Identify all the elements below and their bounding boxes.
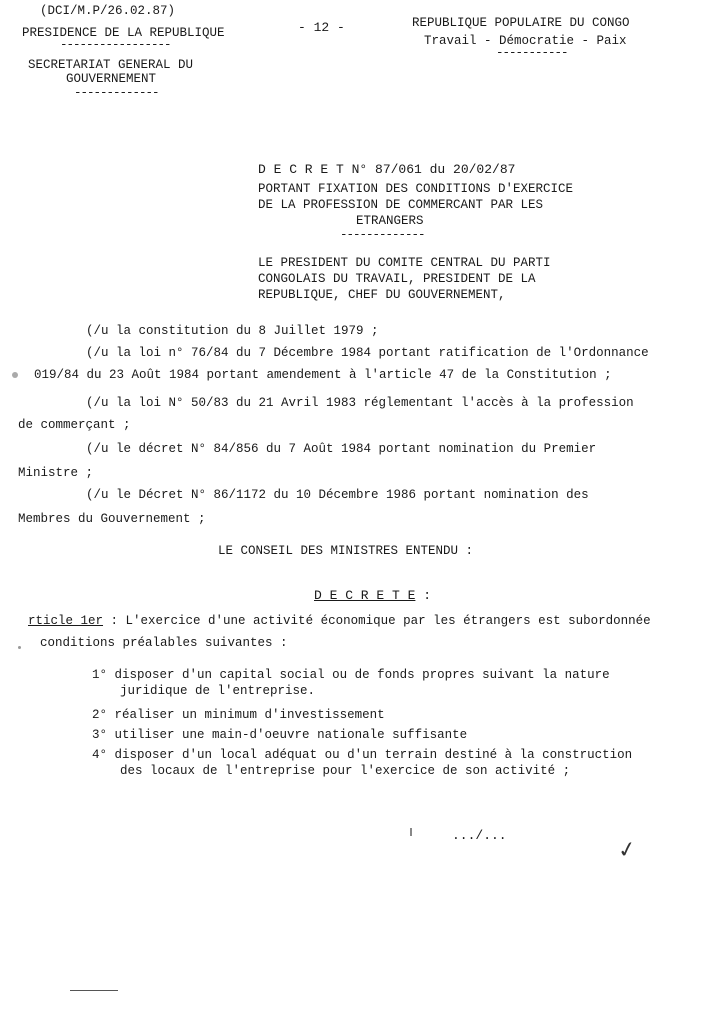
scan-artifact-dot: [12, 372, 18, 378]
article-text: : L'exercice d'une activité économique par les étrangers est subordonnée: [110, 614, 651, 628]
condition-number: 1°: [92, 668, 108, 682]
visa-decret-84-856-line1: (/u le décret N° 84/856 du 7 Août 1984 portant nomination du Premier: [86, 442, 597, 456]
check-mark-icon: ✓: [615, 836, 639, 865]
scan-artifact-line: [70, 990, 118, 991]
president-line2: CONGOLAIS DU TRAVAIL, PRESIDENT DE LA: [258, 272, 536, 286]
scan-artifact-dot: [18, 646, 21, 649]
visa-loi-76-84-line1: (/u la loi n° 76/84 du 7 Décembre 1984 portant ratification de l'Ordonnance: [86, 346, 649, 360]
presidence-heading: PRESIDENCE DE LA REPUBLIQUE: [22, 26, 225, 40]
president-line3: REPUBLIQUE, CHEF DU GOUVERNEMENT,: [258, 288, 506, 302]
republic-motto: Travail - Démocratie - Paix: [424, 34, 627, 48]
decree-title-line2: DE LA PROFESSION DE COMMERCANT PAR LES: [258, 198, 544, 212]
condition-text: disposer d'un capital social ou de fonds propres suivant la nature: [114, 668, 610, 682]
condition-number: 4°: [92, 748, 108, 762]
continuation-marker: .../...: [452, 828, 507, 843]
condition-number: 3°: [92, 728, 108, 742]
conseil-statement: LE CONSEIL DES MINISTRES ENTENDU :: [218, 544, 474, 558]
scan-artifact-tick: [410, 828, 412, 836]
condition-item: [92, 728, 467, 743]
condition-item: [92, 668, 610, 683]
condition-item: [92, 708, 385, 723]
visa-loi-50-83-line1: (/u la loi N° 50/83 du 21 Avril 1983 réglementant l'accès à la profession: [86, 396, 634, 410]
condition-text-continued: juridique de l'entreprise.: [120, 684, 316, 698]
visa-constitution: (/u la constitution du 8 Juillet 1979 ;: [86, 324, 379, 338]
decree-title-line1: PORTANT FIXATION DES CONDITIONS D'EXERCICE: [258, 182, 574, 196]
condition-number: 2°: [92, 708, 108, 722]
page-number: - 12 -: [298, 20, 345, 35]
condition-text: disposer d'un local adéquat ou d'un terrain destiné à la construction: [114, 748, 633, 762]
secretariat-heading-line1: SECRETARIAT GENERAL DU: [28, 58, 194, 72]
secretariat-heading-line2: GOUVERNEMENT: [66, 72, 157, 86]
visa-loi-76-84-line2: 019/84 du 23 Août 1984 portant amendement à l'article 47 de la Constitution ;: [34, 368, 612, 382]
decree-title-line3: ETRANGERS: [356, 214, 424, 228]
president-line1: LE PRESIDENT DU COMITE CENTRAL DU PARTI: [258, 256, 551, 270]
condition-text: réaliser un minimum d'investissement: [114, 708, 385, 722]
decrete-heading: D E C R E T E: [314, 588, 416, 603]
secretariat-rule: -------------: [74, 86, 159, 100]
visa-decret-84-856-line2: Ministre ;: [18, 466, 94, 480]
condition-text: utiliser une main-d'oeuvre nationale suffisante: [114, 728, 468, 742]
republique-heading: REPUBLIQUE POPULAIRE DU CONGO: [412, 16, 630, 30]
visa-loi-50-83-line2: de commerçant ;: [18, 418, 131, 432]
visa-decret-86-1172-line1: (/u le Décret N° 86/1172 du 10 Décembre 1986 portant nomination des: [86, 488, 589, 502]
visa-decret-86-1172-line2: Membres du Gouvernement ;: [18, 512, 206, 526]
document-reference: (DCI/M.P/26.02.87): [40, 4, 176, 18]
condition-item: [92, 748, 632, 763]
presidence-rule: -----------------: [60, 38, 171, 52]
motto-rule: -----------: [496, 46, 568, 60]
decree-title-rule: -------------: [340, 228, 425, 242]
article-text-line2: conditions préalables suivantes :: [40, 636, 288, 650]
decrete-colon: :: [423, 588, 432, 603]
condition-text-continued: des locaux de l'entreprise pour l'exercice de son activité ;: [120, 764, 571, 778]
decree-number-line: D E C R E T N° 87/061 du 20/02/87: [258, 162, 516, 177]
article-label: rticle 1er: [28, 614, 104, 628]
